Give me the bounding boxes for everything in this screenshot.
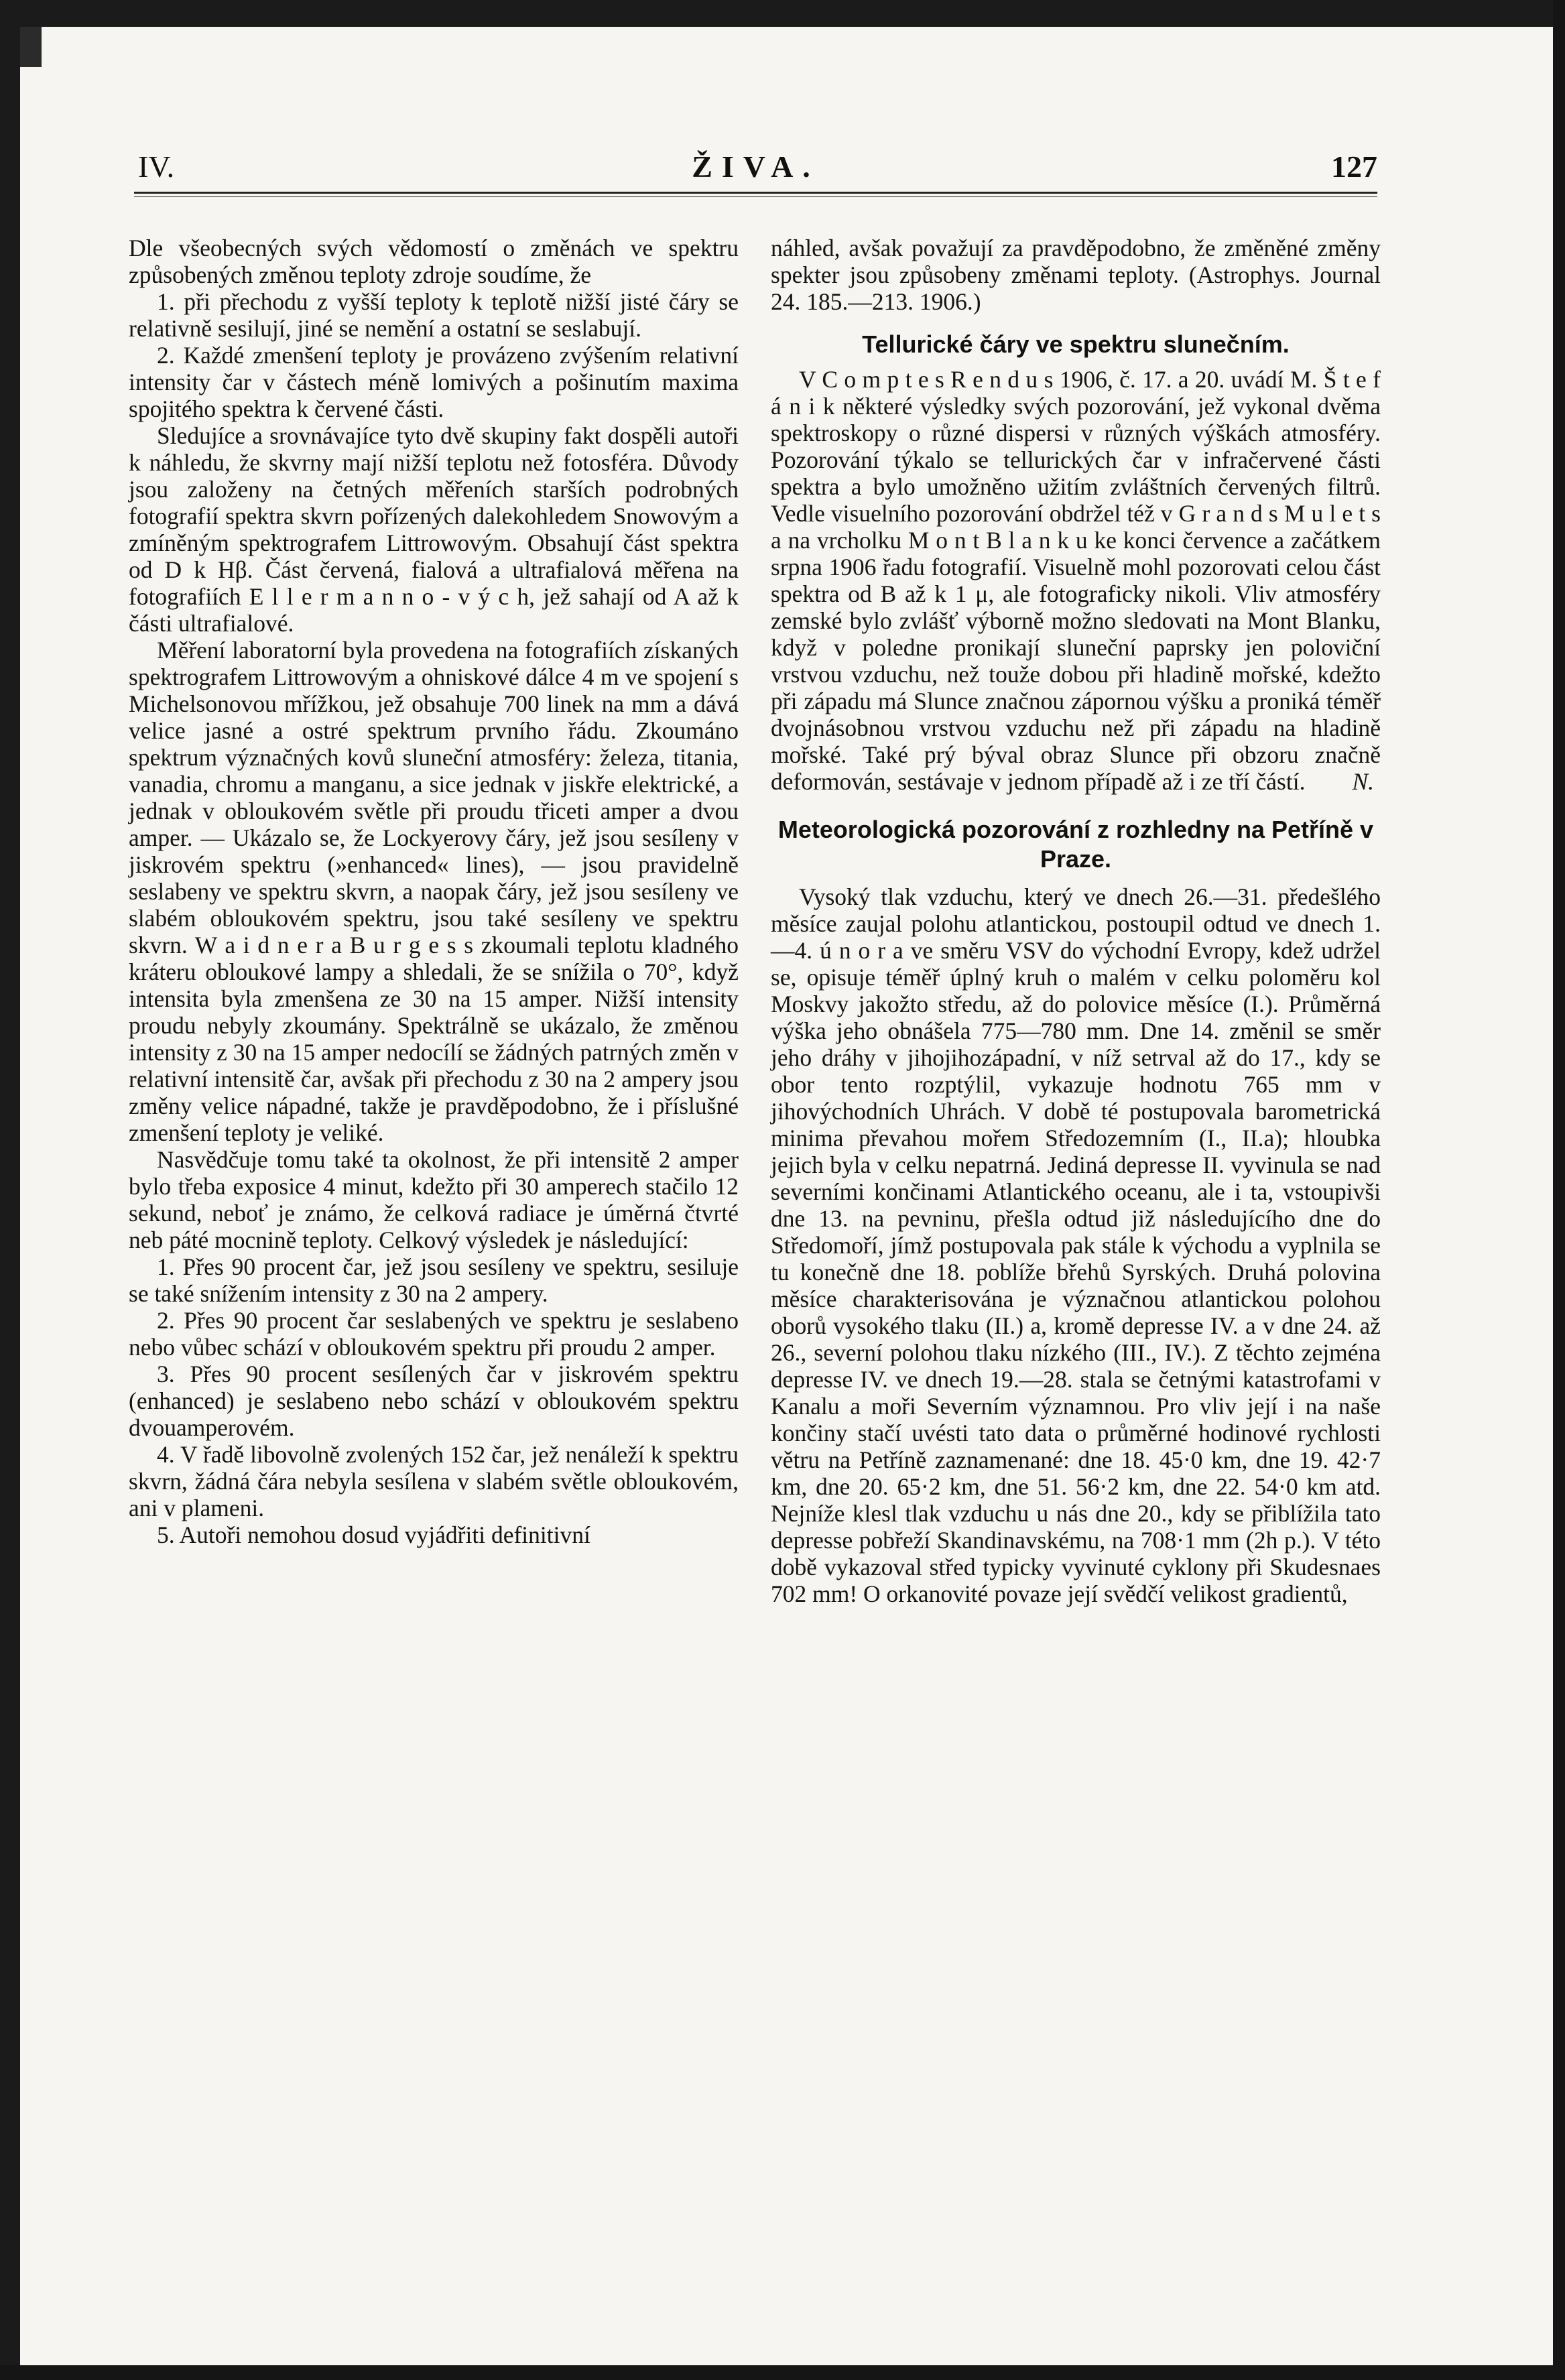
header-rule-thin [134,196,1377,197]
paragraph: Sledujíce a srovnávajíce tyto dvě skupiny fakt dospěli autoři k náhledu, že skvrny mají nižší teplotu než fotosféra. Důvody jsou založeny na četných měřeních starších podrobných fotografií spektra skvrn pořízených dalekohledem Snowovým a zmíněným spektrografem Littrowovým. Obsahují část spektra od D k Hβ. Část červená, fialová a ultrafialová měřena na fotografiích E l l e r m a n n o - v ý c h, jež sahají od A až k části ultrafialové. [129,422,739,637]
left-column [129,235,739,1548]
author-signature: N. [1352,768,1374,795]
paragraph: 1. při přechodu z vyšší teploty k teplotě nižší jisté čáry se relativně sesilují, jiné se nemění a ostatní se seslabují. [129,288,739,342]
scan-border-bottom [0,2365,1565,2380]
paragraph: Nasvědčuje tomu také ta okolnost, že při intensitě 2 amper bylo třeba exposice 4 minut, kdežto při 30 amperech stačilo 12 sekund, neboť je známo, že celková radiace je úměrná čtvrté neb páté mocnině teploty. Celkový výsledek je následující: [129,1146,739,1253]
list-item: 2. Přes 90 procent čar seslabených ve spektru je seslabeno nebo vůbec schází v obloukovém spektru při proudu 2 amper. [129,1307,739,1361]
section-heading: Tellurické čáry ve spektru slunečním. [862,330,1290,358]
paragraph: Dle všeobecných svých vědomostí o změnách ve spektru způsobených změnou teploty zdroje soudíme, že [129,235,739,288]
list-item: 5. Autoři nemohou dosud vyjádřiti definitivní [157,1521,590,1548]
paragraph: Vysoký tlak vzduchu, který ve dnech 26.—31. předešlého měsíce zaujal polohu atlantickou, postoupil odtud ve dnech 1.—4. ú n o r a ve směru VSV do východní Evropy, kdež udržel se, opisuje téměř úplný kruh o malém v celku poloměru kol Moskvy jakožto středu, až do polovice měsíce (I.). Průměrná výška jeho obnášela 775—780 mm. Dne 14. změnil se směr jeho dráhy v jihojihozápadní, v níž setrval až do 17., kdy se obor tento rozptýlil, vykazuje hodnotu 765 mm v jihovýchodních Uhrách. V době té postupovala barometrická minima převahou mořem Středozemním (I., II.a); hloubka jejich byla v celku nepatrná. Jediná depresse II. vyvinula se nad severními končinami Atlantického oceanu, ale i ta, vstoupivši dne 13. na pevninu, přešla odtud již následujícího dne do Středomoří, jímž postupovala pak stále k východu a vyplnila se tu konečně dne 18. poblíže břehů Syrských. Druhá polovina měsíce charakterisována je význačnou atlantickou polohou oborů vysokého tlaku (II.) a, kromě depresse IV. a v dne 24. až 26., severní polohou tlaku nízkého (III., IV.). Z těchto zejména depresse IV. ve dnech 19.—28. stala se četnými katastrofami v Kanalu a moři Severním významnou. Pro vliv její i na naše končiny stačí uvésti tato data o průměrné hodinové rychlosti větru na Petříně zaznamenané: dne 18. 45·0 km, dne 19. 42·7 km, dne 20. 65·2 km, dne 51. 56·2 km, dne 22. 54·0 km atd. Nejníže klesl tlak vzduchu u nás dne 20., kdy se přiblížila tato depresse pobřeží Skandinavskému, na 708·1 mm (2h p.). V této době vykazoval střed typicky vyvinuté cyklony při Skudesnaes 702 mm! O orkanovité povaze její svědčí velikost gradientů, [771,883,1381,1607]
volume-number: IV. [138,149,175,184]
scan-corner-mark [20,27,42,67]
scan-border-top [0,0,1565,27]
list-item: 1. Přes 90 procent čar, jež jsou sesíleny ve spektru, sesiluje se také snížením intensity z 30 na 2 ampery. [129,1253,739,1307]
scan-border-left [0,0,20,2380]
paragraph: náhled, avšak považují za pravděpodobno, že změněné změny spekter jsou způsobeny změnami teploty. (Astrophys. Journal 24. 185.—213. 1906.) [771,235,1381,315]
header-rule [134,192,1377,194]
running-header [134,149,1377,196]
paragraph: 2. Každé zmenšení teploty je provázeno zvýšením relativní intensity čar v částech méně lomivých a pošinutím maxima spojitého spektra k červené části. [129,342,739,422]
paragraph [771,366,1381,795]
page-number: 127 [1331,149,1377,184]
right-column [771,235,1381,1607]
scan-border-right [1553,0,1565,2380]
section-heading: Meteorologická pozorování z rozhledny na Petříně v Praze. [777,816,1374,873]
section-body: V C o m p t e s R e n d u s 1906, č. 17. a 20. uvádí M. Š t e f á n i k některé výsledky svých pozorování, jež vykonal dvěma spektroskopy o různé dispersi v různých výškách atmosféry. Pozorování týkalo se tellurických čar v infračervené části spektra a bylo umožněno užitím zvláštních červených filtrů. Vedle visuelního pozorování obdržel též v G r a n d s M u l e t s a na vrcholku M o n t B l a n k u ke konci července a začátkem srpna 1906 řadu fotografií. Visuelně mohl pozorovati celou část spektra od B až k 1 μ, ale fotograficky nikoli. Vliv atmosféry zemské bylo zvlášť výborně možno sledovati na Mont Blanku, když v poledne pronikají sluneční paprsky jen poloviční vrstvou vzduchu, než touže dobou při hladině mořské, kdežto při západu má Slunce značnou zápornou výšku a proniká téměř dvojnásobnou vrstvou vzduchu než při západu na hladině mořské. Také prý býval obraz Slunce při obzoru značně deformován, sestávaje v jednom případě až i ze tří částí. [771,366,1381,795]
journal-title: ŽIVA. [692,149,820,184]
list-item: 3. Přes 90 procent sesílených čar v jiskrovém spektru (enhanced) je seslabeno nebo schází v obloukovém spektru dvouamperovém. [129,1361,739,1441]
paragraph: Měření laboratorní byla provedena na fotografiích získaných spektrografem Littrowovým a ohniskové dálce 4 m ve spojení s Michelsonovou mřížkou, jež obsahuje 700 linek na mm a dává velice jasné a ostré spektrum prvního řádu. Zkoumáno spektrum význačných kovů sluneční atmosféry: železa, titania, vanadia, chromu a manganu, a sice jednak v jiskře elektrické, a jednak v obloukovém světle při proudu třiceti amper a dvou amper. — Ukázalo se, že Lockyerovy čáry, jež jsou sesíleny v jiskrovém spektru (»enhanced« lines), — jsou pravidelně seslabeny ve spektru skvrn, a naopak čáry, jež jsou sesíleny ve slabém obloukovém spektru, jsou také sesíleny ve spektru skvrn. W a i d n e r a B u r g e s s zkoumali teplotu kladného kráteru obloukové lampy a shledali, že se snížila o 70°, když intensita byla zmenšena ze 30 na 15 amper. Nižší intensity proudu nebyly zkoumány. Spektrálně se ukázalo, že změnou intensity z 30 na 15 amper nedocílí se žádných patrných změn v relativní intensitě čar, avšak při přechodu z 30 na 2 ampery jsou změny velice nápadné, takže je pravděpodobno, že i příslušné zmenšení teploty je veliké. [129,637,739,1146]
list-item: 4. V řadě libovolně zvolených 152 čar, jež nenáleží k spektru skvrn, žádná čára nebyla sesílena v slabém světle obloukovém, ani v plameni. [129,1441,739,1521]
